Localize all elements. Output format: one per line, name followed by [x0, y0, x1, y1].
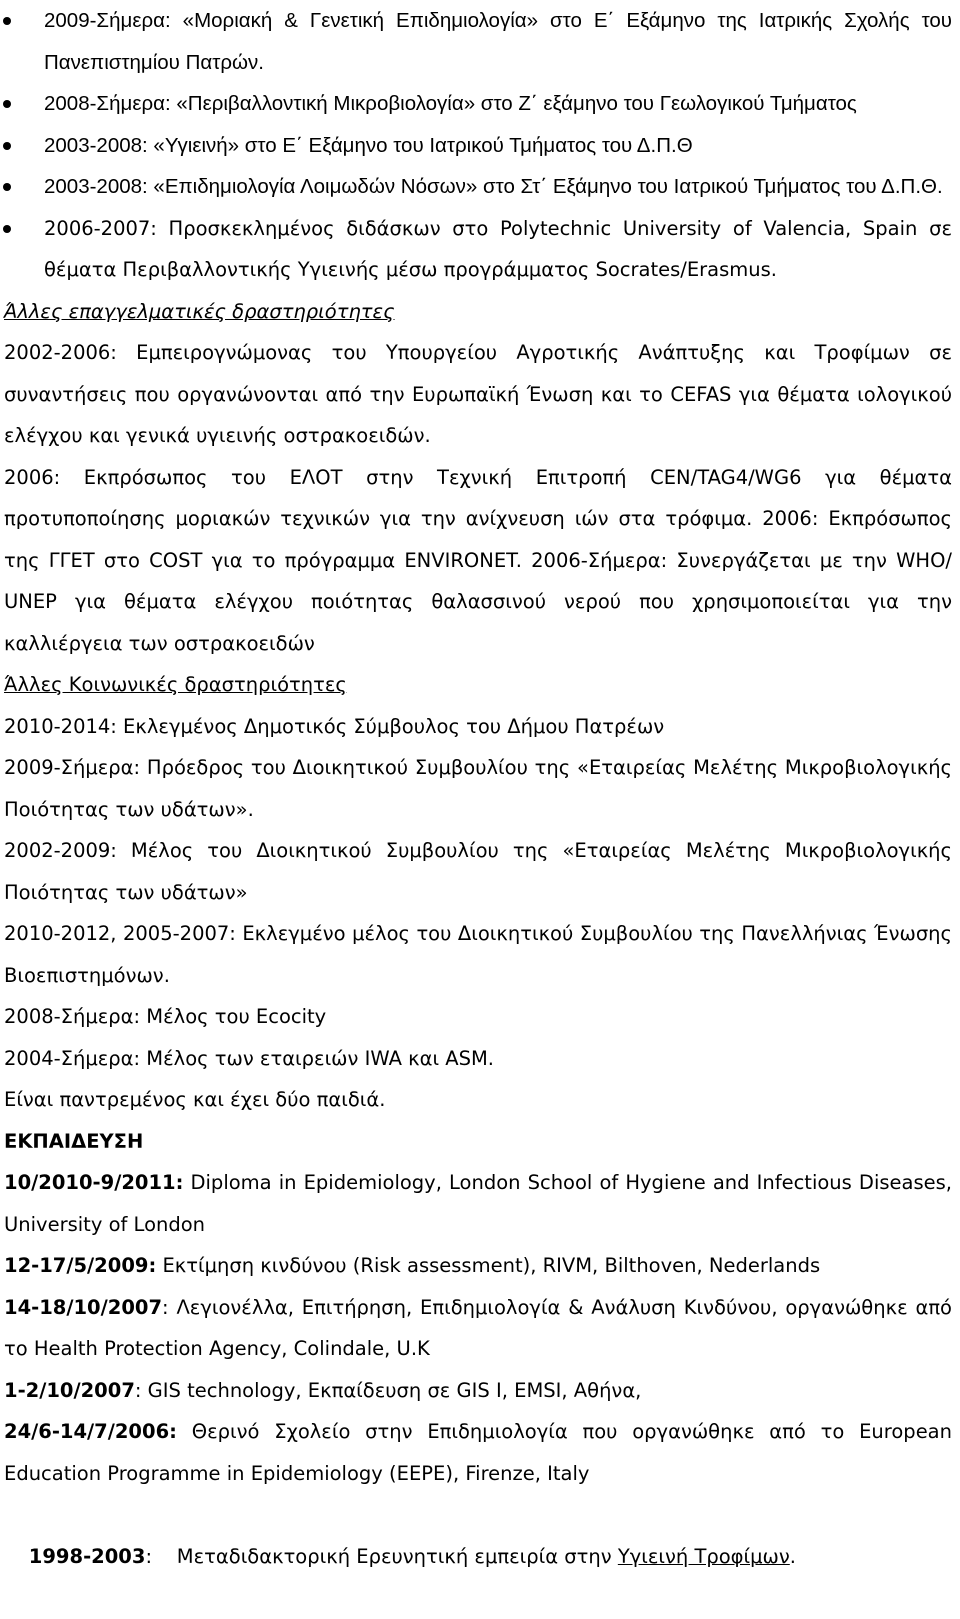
- entry-topic: Υγιεινή Τροφίμων: [617, 1544, 790, 1568]
- other-social-heading: [0, 664, 960, 706]
- education-entry: [0, 1162, 960, 1245]
- paragraph: 2004-Σήμερα: Μέλος των εταιρειών IWA και ASM.: [4, 1046, 494, 1070]
- other-professional-heading: [0, 291, 960, 333]
- education-entry: [0, 1411, 960, 1494]
- entry-text: Diploma in Epidemiology, London School of Hygiene and Infectious Diseases, University of London: [4, 1171, 952, 1236]
- bullet-icon: [3, 183, 11, 191]
- teaching-list: [0, 0, 960, 291]
- entry-text: : Μεταδιδακτορική Ερευνητική εμπειρία στην: [145, 1544, 618, 1568]
- education-entry: [0, 1245, 960, 1287]
- section-heading: Άλλες Κοινωνικές δραστηριότητες: [4, 673, 347, 696]
- paragraph: 2009-Σήμερα: Πρόεδρος του Διοικητικού Συμβουλίου της «Εταιρείας Μελέτης Μικροβιολογικής Ποιότητας των υδάτων».: [4, 756, 952, 821]
- list-item: [0, 83, 960, 125]
- entry-text: : GIS technology, Εκπαίδευση σε GIS I, EMSI, Αθήνα,: [134, 1378, 642, 1402]
- education-heading: [0, 1121, 960, 1163]
- entry-date: 12-17/5/2009:: [4, 1254, 157, 1277]
- list-item: [0, 125, 960, 167]
- paragraph: 2008-Σήμερα: Μέλος του Ecocity: [4, 1005, 327, 1028]
- bullet-icon: [3, 142, 11, 150]
- entry-date: 14-18/10/2007: [4, 1295, 163, 1319]
- paragraph: 2002-2009: Μέλος του Διοικητικού Συμβουλίου της «Εταιρείας Μελέτης Μικροβιολογικής Ποιότητας των υδάτων»: [4, 839, 952, 904]
- entry-date: 1-2/10/2007: [4, 1378, 135, 1402]
- education-entry: [0, 1370, 960, 1412]
- list-item: [0, 166, 960, 208]
- list-item-text: 2006-2007: Προσκεκλημένος διδάσκων στο Polytechnic University of Valencia, Spain σε θέματα Περιβαλλοντικής Υγιεινής μέσω προγράμματος Socrates/Erasmus.: [44, 216, 952, 281]
- bullet-icon: [3, 100, 11, 108]
- entry-text: Θερινό Σχολείο στην Επιδημιολογία που οργανώθηκε από το European Education Programme in Epidemiology (EEPE), Firenze, Italy: [4, 1420, 952, 1485]
- entry-date: 1998-2003: [28, 1544, 146, 1568]
- list-item: [0, 208, 960, 291]
- paragraph: 2002-2006: Εμπειρογνώμονας του Υπουργείου Αγροτικής Ανάπτυξης και Τροφίμων σε συναντήσεις που οργανώνονται από την Ευρωπαϊκή Ένωση και το CEFAS για θέματα ιολογικού ελέγχου και γενικά υγιεινής οστρακοειδών.: [4, 341, 952, 447]
- entry-text: : Λεγιονέλλα, Επιτήρηση, Επιδημιολογία & Ανάλυση Κινδύνου, οργανώθηκε από το Health Protection Agency, Colindale, U.K: [4, 1295, 952, 1360]
- paragraph: 2010-2012, 2005-2007: Εκλεγμένο μέλος του Διοικητικού Συμβουλίου της Πανελλήνιας Ένωσης Βιοεπιστημόνων.: [4, 922, 952, 987]
- entry-text: Εκτίμηση κινδύνου (Risk assessment), RIVM, Bilthoven, Nederlands: [156, 1254, 821, 1277]
- paragraph: 2006: Εκπρόσωπος του ΕΛΟΤ στην Τεχνική Επιτροπή CEN/TAG4/WG6 για θέματα προτυποποίησης μοριακών τεχνικών για την ανίχνευση ιών στα τρόφιμα. 2006: Εκπρόσωπος της ΓΓΕΤ στο COST για το πρόγραμμα ENVIRONET. 2006-Σήμερα: Συνεργάζεται με την WHO/ UNEP για θέματα ελέγχου ποιότητας θαλασσινού νερού που χρησιμοποιείται για την καλλιέργεια των οστρακοειδών: [4, 465, 952, 655]
- entry-date: 24/6-14/7/2006:: [4, 1420, 177, 1443]
- education-entry: [0, 1494, 960, 1619]
- section-heading: ΕΚΠΑΙΔΕΥΣΗ: [4, 1129, 144, 1153]
- list-item-text: 2009-Σήμερα: «Μοριακή & Γενετική Επιδημιολογία» στο Ε΄ Εξάμηνο της Ιατρικής Σχολής του Πανεπιστημίου Πατρών.: [44, 9, 952, 74]
- paragraph: Είναι παντρεμένος και έχει δύο παιδιά.: [4, 1088, 386, 1111]
- bullet-icon: [3, 17, 11, 25]
- education-entry: [0, 1287, 960, 1370]
- paragraph: 2010-2014: Εκλεγμένος Δημοτικός Σύμβουλος του Δήμου Πατρέων: [4, 714, 665, 738]
- entry-date: 10/2010-9/2011:: [4, 1171, 184, 1194]
- list-item: [0, 0, 960, 83]
- bullet-icon: [3, 225, 11, 233]
- list-item-text: 2003-2008: «Υγιεινή» στο Ε΄ Εξάμηνο του Ιατρικού Τμήματος του Δ.Π.Θ: [44, 133, 693, 157]
- list-item-text: 2008-Σήμερα: «Περιβαλλοντική Μικροβιολογία» στο Ζ΄ εξάμηνο του Γεωλογικού Τμήματος: [44, 92, 857, 115]
- section-heading: Άλλες επαγγελματικές δραστηριότητες: [4, 299, 395, 323]
- list-item-text: 2003-2008: «Επιδημιολογία Λοιμωδών Νόσων» στο Στ΄ Εξάμηνο του Ιατρικού Τμήματος του Δ.Π.Θ.: [44, 175, 943, 198]
- entry-end: .: [789, 1544, 796, 1568]
